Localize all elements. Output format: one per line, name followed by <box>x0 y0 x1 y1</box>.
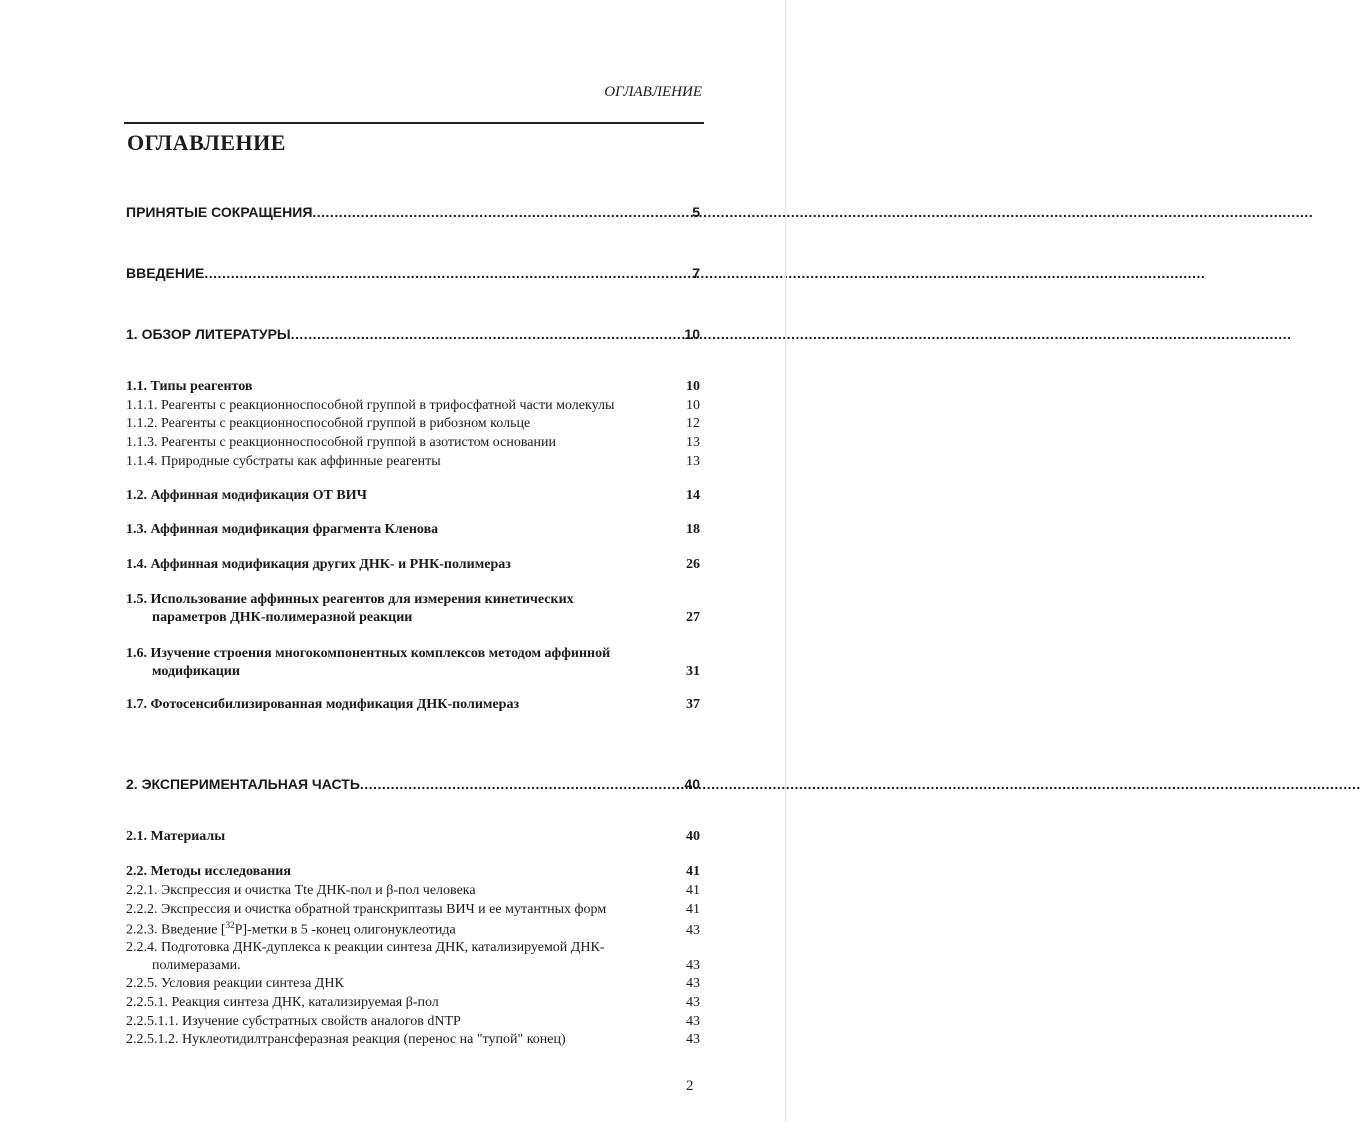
toc-entry-label: 1.4. Аффинная модификация других ДНК- и РНК-полимераз <box>126 557 511 572</box>
toc-entry-page: 18 <box>686 522 700 537</box>
toc-entry-page: 43 <box>686 922 700 938</box>
toc-entry-1-6[interactable] <box>126 645 700 681</box>
toc-entry-1-4[interactable] <box>126 557 700 573</box>
toc-entry-label: 1.1.1. Реагенты с реакционноспособной группой в трифосфатной части молекулы <box>126 398 615 413</box>
toc-entry-1-1-1[interactable] <box>126 398 700 414</box>
toc-entry-1-2[interactable] <box>126 488 700 504</box>
toc-entry-label: 1.7. Фотосенсибилизированная модификация ДНК-полимераз <box>126 697 520 712</box>
toc-entry-2-2-1[interactable] <box>126 883 700 899</box>
toc-entry-label-line2: модификации <box>152 664 240 679</box>
toc-entry-1-1-3[interactable] <box>126 435 700 451</box>
label-suffix: P]-метки в 5 -конец олигонуклеотида <box>234 922 456 938</box>
toc-entry-page: 31 <box>686 664 700 679</box>
toc-entry-page: 43 <box>686 1014 700 1029</box>
toc-entry-page: 13 <box>686 454 700 469</box>
toc-entry-label: ВВЕДЕНИЕ <box>126 265 205 281</box>
toc-entry-page: 43 <box>686 958 700 973</box>
toc-entry-label: 2.2.5.1. Реакция синтеза ДНК, катализируемая β-пол <box>126 995 439 1010</box>
toc-entry-label: 2.2.1. Экспрессия и очистка Tte ДНК-пол и β-пол человека <box>126 883 476 898</box>
toc-entry-label: 1.1.4. Природные субстраты как аффинные реагенты <box>126 454 441 469</box>
scan-edge <box>785 0 786 1122</box>
label-prefix: 2.2.3. Введение [ <box>126 922 226 938</box>
toc-entry-2-2-5-1-2[interactable] <box>126 1032 700 1048</box>
toc-entry-2-2-5-1[interactable] <box>126 995 700 1011</box>
toc-entry-label-line1: 1.6. Изучение строения многокомпонентных комплексов методом аффинной <box>126 646 611 661</box>
toc-entry-page: 43 <box>686 976 700 991</box>
toc-entry-label: 2.2. Методы исследования <box>126 864 291 879</box>
toc-entry-2-2[interactable] <box>126 864 700 880</box>
toc-entry-2-2-4[interactable] <box>126 939 700 975</box>
toc-entry-chapter-1[interactable] <box>126 326 700 342</box>
toc-entry-label: 2.2.5.1.1. Изучение субстратных свойств аналогов dNTP <box>126 1014 461 1029</box>
header-rule <box>124 122 704 124</box>
toc-entry-page: 14 <box>686 488 700 503</box>
toc-entry-label-line2: параметров ДНК-полимеразной реакции <box>152 610 413 625</box>
toc-entry-label: ПРИНЯТЫЕ СОКРАЩЕНИЯ <box>126 204 313 220</box>
toc-entry-2-2-2[interactable] <box>126 902 700 918</box>
toc-entry-page: 43 <box>686 1032 700 1047</box>
toc-entry-page: 41 <box>686 902 700 917</box>
toc-entry-label: 1.1.3. Реагенты с реакционноспособной группой в азотистом основании <box>126 435 556 450</box>
toc-entry-page: 41 <box>686 883 700 898</box>
toc-entry-2-2-3[interactable] <box>126 920 700 939</box>
toc-entry-page: 27 <box>686 610 700 625</box>
toc-entry-1-7[interactable] <box>126 697 700 713</box>
toc-entry-page: 40 <box>684 776 700 792</box>
toc-entry-abbreviations[interactable] <box>126 204 700 220</box>
toc-entry-page: 10 <box>684 326 700 342</box>
toc-entry-page: 10 <box>686 398 700 413</box>
dot-leader <box>291 326 681 342</box>
toc-entry-label: 2.1. Материалы <box>126 829 226 844</box>
toc-entry-chapter-2[interactable] <box>126 776 700 792</box>
page-number: 2 <box>686 1078 694 1094</box>
toc-entry-label: 1.2. Аффинная модификация ОТ ВИЧ <box>126 488 367 503</box>
toc-entry-page: 7 <box>692 265 700 281</box>
dot-leader <box>360 776 681 792</box>
toc-entry-2-2-5[interactable] <box>126 976 700 992</box>
running-header: ОГЛАВЛЕНИЕ <box>604 84 702 100</box>
toc-entry-page: 41 <box>686 864 700 879</box>
toc-entry-label: 1.1. Типы реагентов <box>126 379 253 394</box>
toc-entry-label: 1.1.2. Реагенты с реакционноспособной группой в рибозном кольце <box>126 416 531 431</box>
dot-leader <box>312 204 688 220</box>
toc-entry-label: 1.3. Аффинная модификация фрагмента Кленова <box>126 522 439 537</box>
toc-entry-2-2-5-1-1[interactable] <box>126 1014 700 1030</box>
toc-entry-label-line1: 1.5. Использование аффинных реагентов для измерения кинетических <box>126 592 574 607</box>
toc-entry-page: 40 <box>686 829 700 844</box>
toc-entry-label: 2. ЭКСПЕРИМЕНТАЛЬНАЯ ЧАСТЬ <box>126 776 360 792</box>
toc-entry-1-1-4[interactable] <box>126 454 700 470</box>
toc-entry-2-1[interactable] <box>126 829 700 845</box>
toc-entry-label <box>126 920 456 939</box>
toc-entry-label-line2: полимеразами. <box>152 958 241 973</box>
toc-entry-1-1[interactable] <box>126 379 700 395</box>
toc-entry-1-5[interactable] <box>126 591 700 627</box>
toc-entry-page: 26 <box>686 557 700 572</box>
toc-entry-page: 13 <box>686 435 700 450</box>
superscript-isotope: 32 <box>225 920 235 930</box>
toc-entry-label: 2.2.5. Условия реакции синтеза ДНК <box>126 976 344 991</box>
toc-entry-label: 1. ОБЗОР ЛИТЕРАТУРЫ <box>126 326 291 342</box>
toc-entry-introduction[interactable] <box>126 265 700 281</box>
page-title: ОГЛАВЛЕНИЕ <box>127 130 286 155</box>
dot-leader <box>204 265 688 281</box>
toc-entry-1-1-2[interactable] <box>126 416 700 432</box>
toc-entry-page: 10 <box>686 379 700 394</box>
toc-entry-label: 2.2.5.1.2. Нуклеотидилтрансферазная реакция (перенос на "тупой" конец) <box>126 1032 566 1047</box>
toc-entry-label: 2.2.2. Экспрессия и очистка обратной транскриптазы ВИЧ и ее мутантных форм <box>126 902 607 917</box>
toc-entry-1-3[interactable] <box>126 522 700 538</box>
toc-entry-page: 37 <box>686 697 700 712</box>
toc-entry-label-line1: 2.2.4. Подготовка ДНК-дуплекса к реакции синтеза ДНК, катализируемой ДНК- <box>126 940 605 955</box>
toc-entry-page: 12 <box>686 416 700 431</box>
toc-entry-page: 5 <box>692 204 700 220</box>
toc-entry-page: 43 <box>686 995 700 1010</box>
